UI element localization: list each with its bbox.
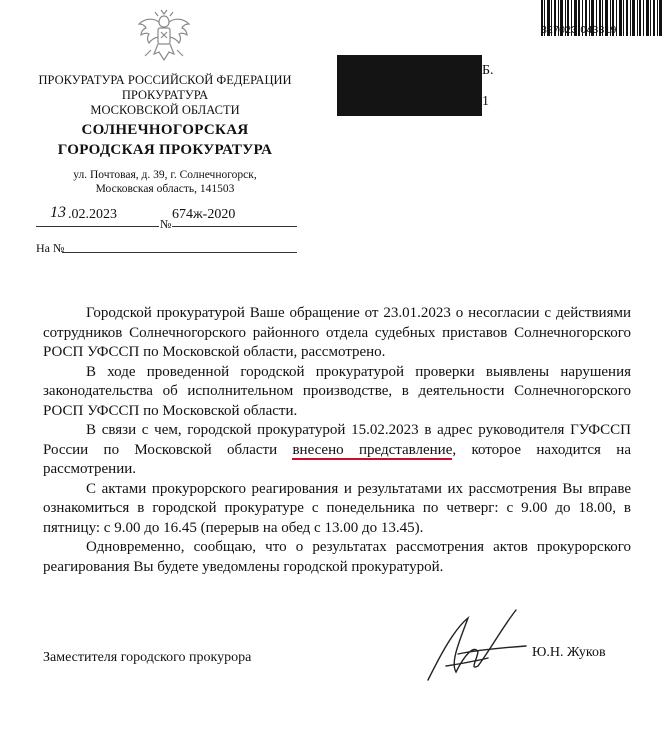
org-line-1: ПРОКУРАТУРА РОССИЙСКОЙ ФЕДЕРАЦИИ	[38, 73, 292, 87]
org-line-2: ПРОКУРАТУРА	[121, 88, 209, 102]
paragraph-4: С актами прокурорского реагирования и результатами их рассмотрения Вы вправе ознакомиться в городской прокуратуре с понедельника по четверг: с 9.00 до 18.00, в пятницу: с 9.00 до 16.45 (перерыв на обед с 13.00 до 13.45).	[43, 480, 631, 536]
paragraph-5: Одновременно, сообщаю, что о результатах рассмотрения актов прокурорского реагирования Вы будете уведомлены городской прокуратурой.	[43, 539, 631, 575]
paragraph-3-end: , которое находится на рассмотрении.	[43, 441, 631, 477]
handwritten-signature	[398, 600, 543, 695]
org-address-1: ул. Почтовая, д. 39, г. Солнечногорск,	[73, 169, 257, 181]
org-name-1: СОЛНЕЧНОГОРСКАЯ	[81, 122, 249, 138]
number-label: №	[160, 217, 172, 231]
org-address-2: Московская область, 141503	[95, 183, 235, 195]
double-headed-eagle-emblem-icon	[133, 6, 195, 68]
reply-to-underline	[62, 252, 297, 253]
signatory-position: Заместителя городского прокурора	[43, 650, 252, 665]
date-day-handwritten: 13	[50, 204, 66, 221]
paragraph-1: Городской прокуратурой Ваше обращение от 23.01.2023 о несогласии с действиями сотрудников Солнечногорского районного отдела судебных приставов Солнечногорского РОСП УФССП по Московской области, рассмотрено.	[43, 305, 631, 360]
paragraph-3-start: В связи с чем, городской прокуратурой 15.02.2023 в адрес руководителя ГУФССП России по Московской области	[43, 422, 631, 458]
paragraph-3	[43, 421, 631, 480]
date-underline	[36, 226, 159, 227]
paragraph-2: В ходе проведенной городской прокуратурой проверки выявлены нарушения законодательства об исполнительном производстве, в деятельности Солнечногорского РОСП УФССП по Московской области.	[43, 363, 631, 419]
org-name-2: ГОРОДСКАЯ ПРОКУРАТУРА	[57, 142, 273, 158]
redacted-recipient	[337, 55, 482, 116]
number-underline	[172, 226, 297, 227]
outgoing-number: 674ж-2020	[172, 207, 236, 222]
recipient-fragment-1: Б.	[482, 63, 494, 78]
org-line-3: МОСКОВСКОЙ ОБЛАСТИ	[90, 103, 240, 117]
highlighted-phrase: внесено представление	[292, 441, 453, 458]
date-rest: .02.2023	[68, 207, 117, 222]
reply-to-label: На №	[36, 241, 65, 255]
recipient-fragment-2: 1	[482, 94, 489, 109]
barcode-number: 327023 043319	[541, 24, 617, 36]
letter-body	[43, 304, 631, 577]
signatory-name: Ю.Н. Жуков	[532, 645, 606, 660]
